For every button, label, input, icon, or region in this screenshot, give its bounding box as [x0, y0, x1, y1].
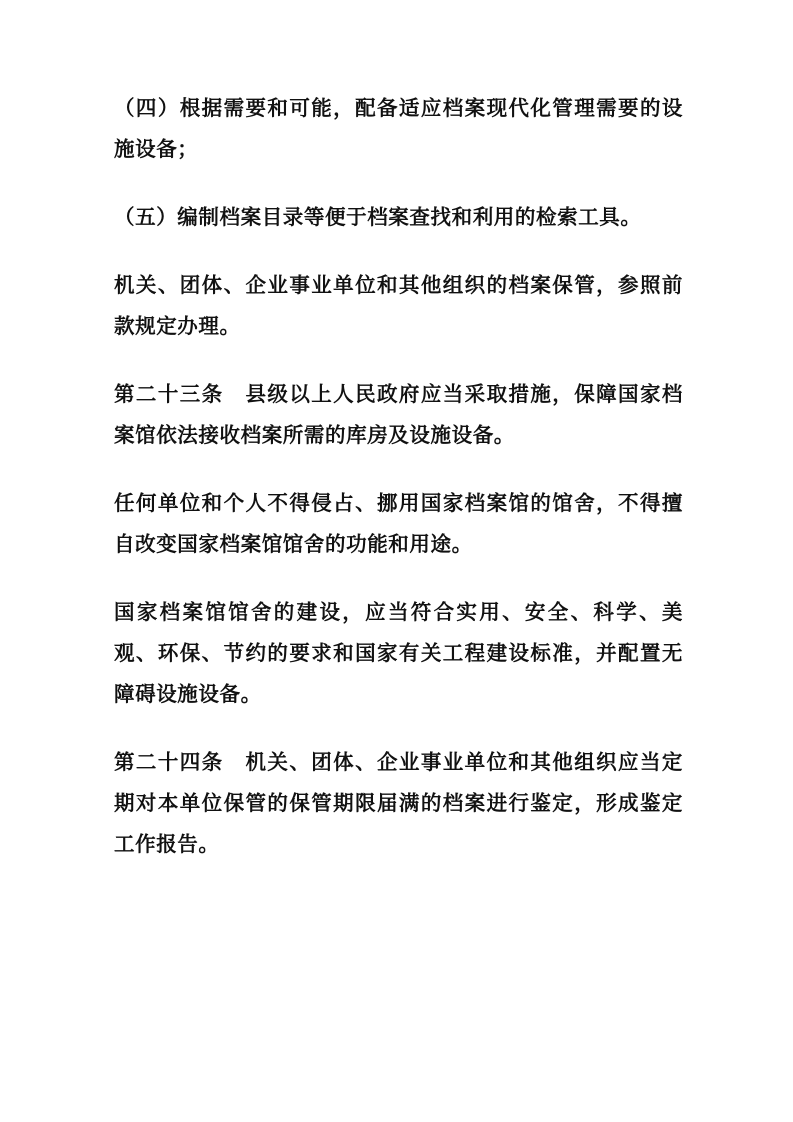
paragraph-item-5: 任何单位和个人不得侵占、挪用国家档案馆的馆舍，不得擅自改变国家档案馆馆舍的功能和用途。 [114, 491, 683, 556]
paragraph-item-6: 国家档案馆馆舍的建设，应当符合实用、安全、科学、美观、环保、节约的要求和国家有关工程建设标准，并配置无障碍设施设备。 [114, 600, 683, 706]
paragraph-item-3: 机关、团体、企业事业单位和其他组织的档案保管，参照前款规定办理。 [114, 273, 683, 338]
paragraph-item-1: （四）根据需要和可能，配备适应档案现代化管理需要的设施设备； [114, 96, 683, 161]
paragraph-item-2: （五）编制档案目录等便于档案查找和利用的检索工具。 [114, 205, 642, 229]
paragraph-article-23: 第二十三条 县级以上人民政府应当采取措施，保障国家档案馆依法接收档案所需的库房及设施设备。 [114, 382, 683, 447]
document-body [114, 88, 683, 865]
paragraph-article-24: 第二十四条 机关、团体、企业事业单位和其他组织应当定期对本单位保管的保管期限届满的档案进行鉴定，形成鉴定工作报告。 [114, 750, 683, 856]
